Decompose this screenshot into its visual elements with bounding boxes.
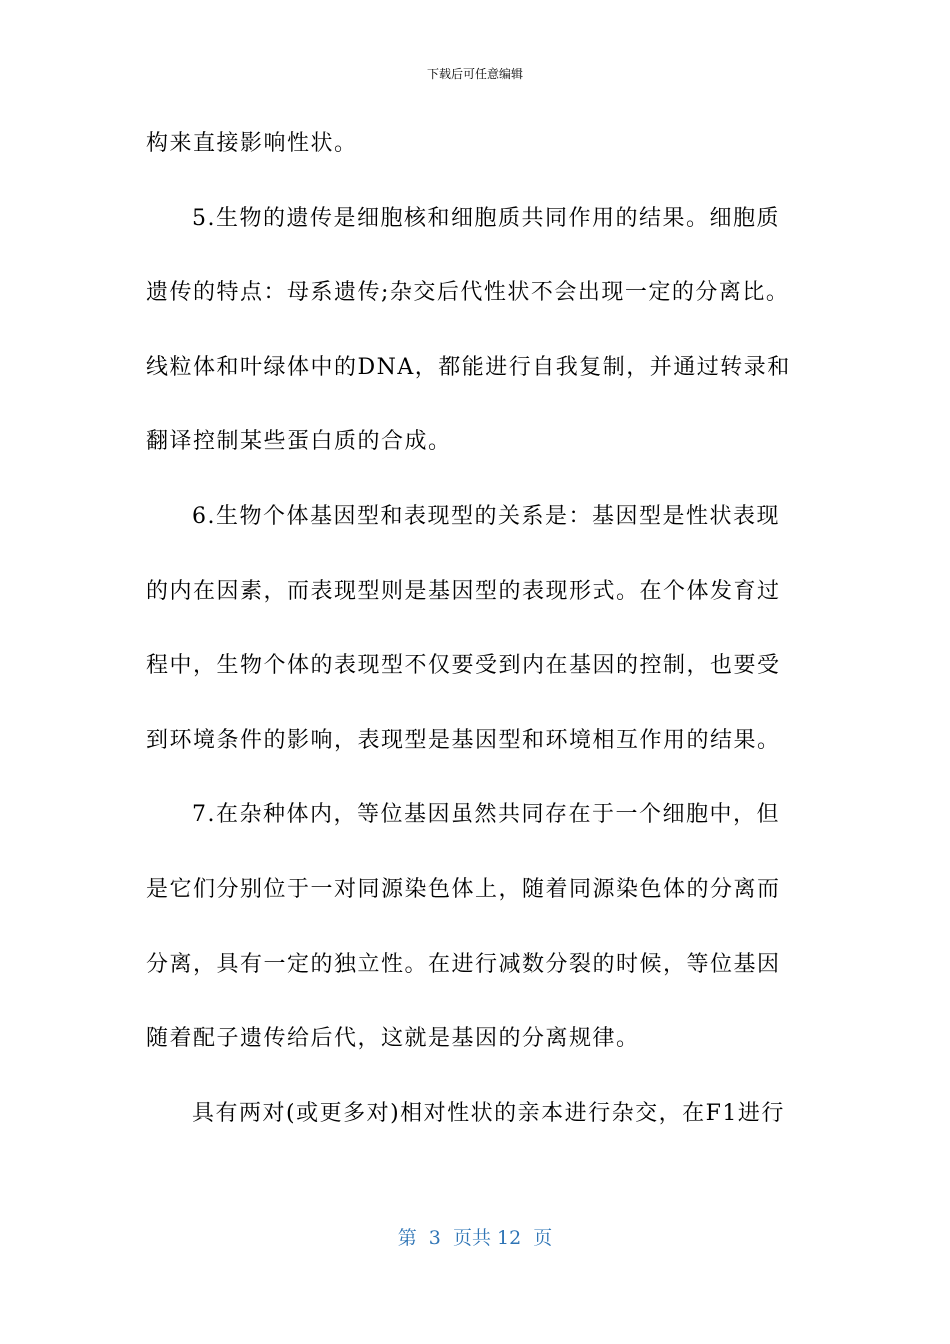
text-line: 是它们分别位于一对同源染色体上，随着同源染色体的分离而 [146,876,781,902]
text-line: 7.在杂种体内，等位基因虽然共同存在于一个细胞中，但 [192,802,780,828]
page-number-footer: 第 3 页共 12 页 [397,1227,553,1249]
page-header: 下载后可任意编辑 [426,67,523,81]
text-line: 5.生物的遗传是细胞核和细胞质共同作用的结果。细胞质 [192,205,780,231]
text-line: 到环境条件的影响，表现型是基因型和环境相互作用的结果。 [146,727,781,753]
text-line: 具有两对(或更多对)相对性状的亲本进行杂交，在F1进行 [192,1100,785,1126]
text-line: 翻译控制某些蛋白质的合成。 [146,429,452,455]
text-line: 的内在因素，而表现型则是基因型的表现形式。在个体发育过 [146,578,781,604]
text-line: 遗传的特点：母系遗传;杂交后代性状不会出现一定的分离比。 [146,280,790,306]
document-body [146,122,806,1166]
text-line: 随着配子遗传给后代，这就是基因的分离规律。 [146,1026,640,1052]
text-line: 程中，生物个体的表现型不仅要受到内在基因的控制，也要受 [146,653,781,679]
text-line: 6.生物个体基因型和表现型的关系是：基因型是性状表现 [192,503,780,529]
text-line: 线粒体和叶绿体中的DNA，都能进行自我复制，并通过转录和 [146,354,791,380]
text-line: 分离，具有一定的独立性。在进行减数分裂的时候，等位基因 [146,951,781,977]
text-line: 构来直接影响性状。 [146,131,358,156]
